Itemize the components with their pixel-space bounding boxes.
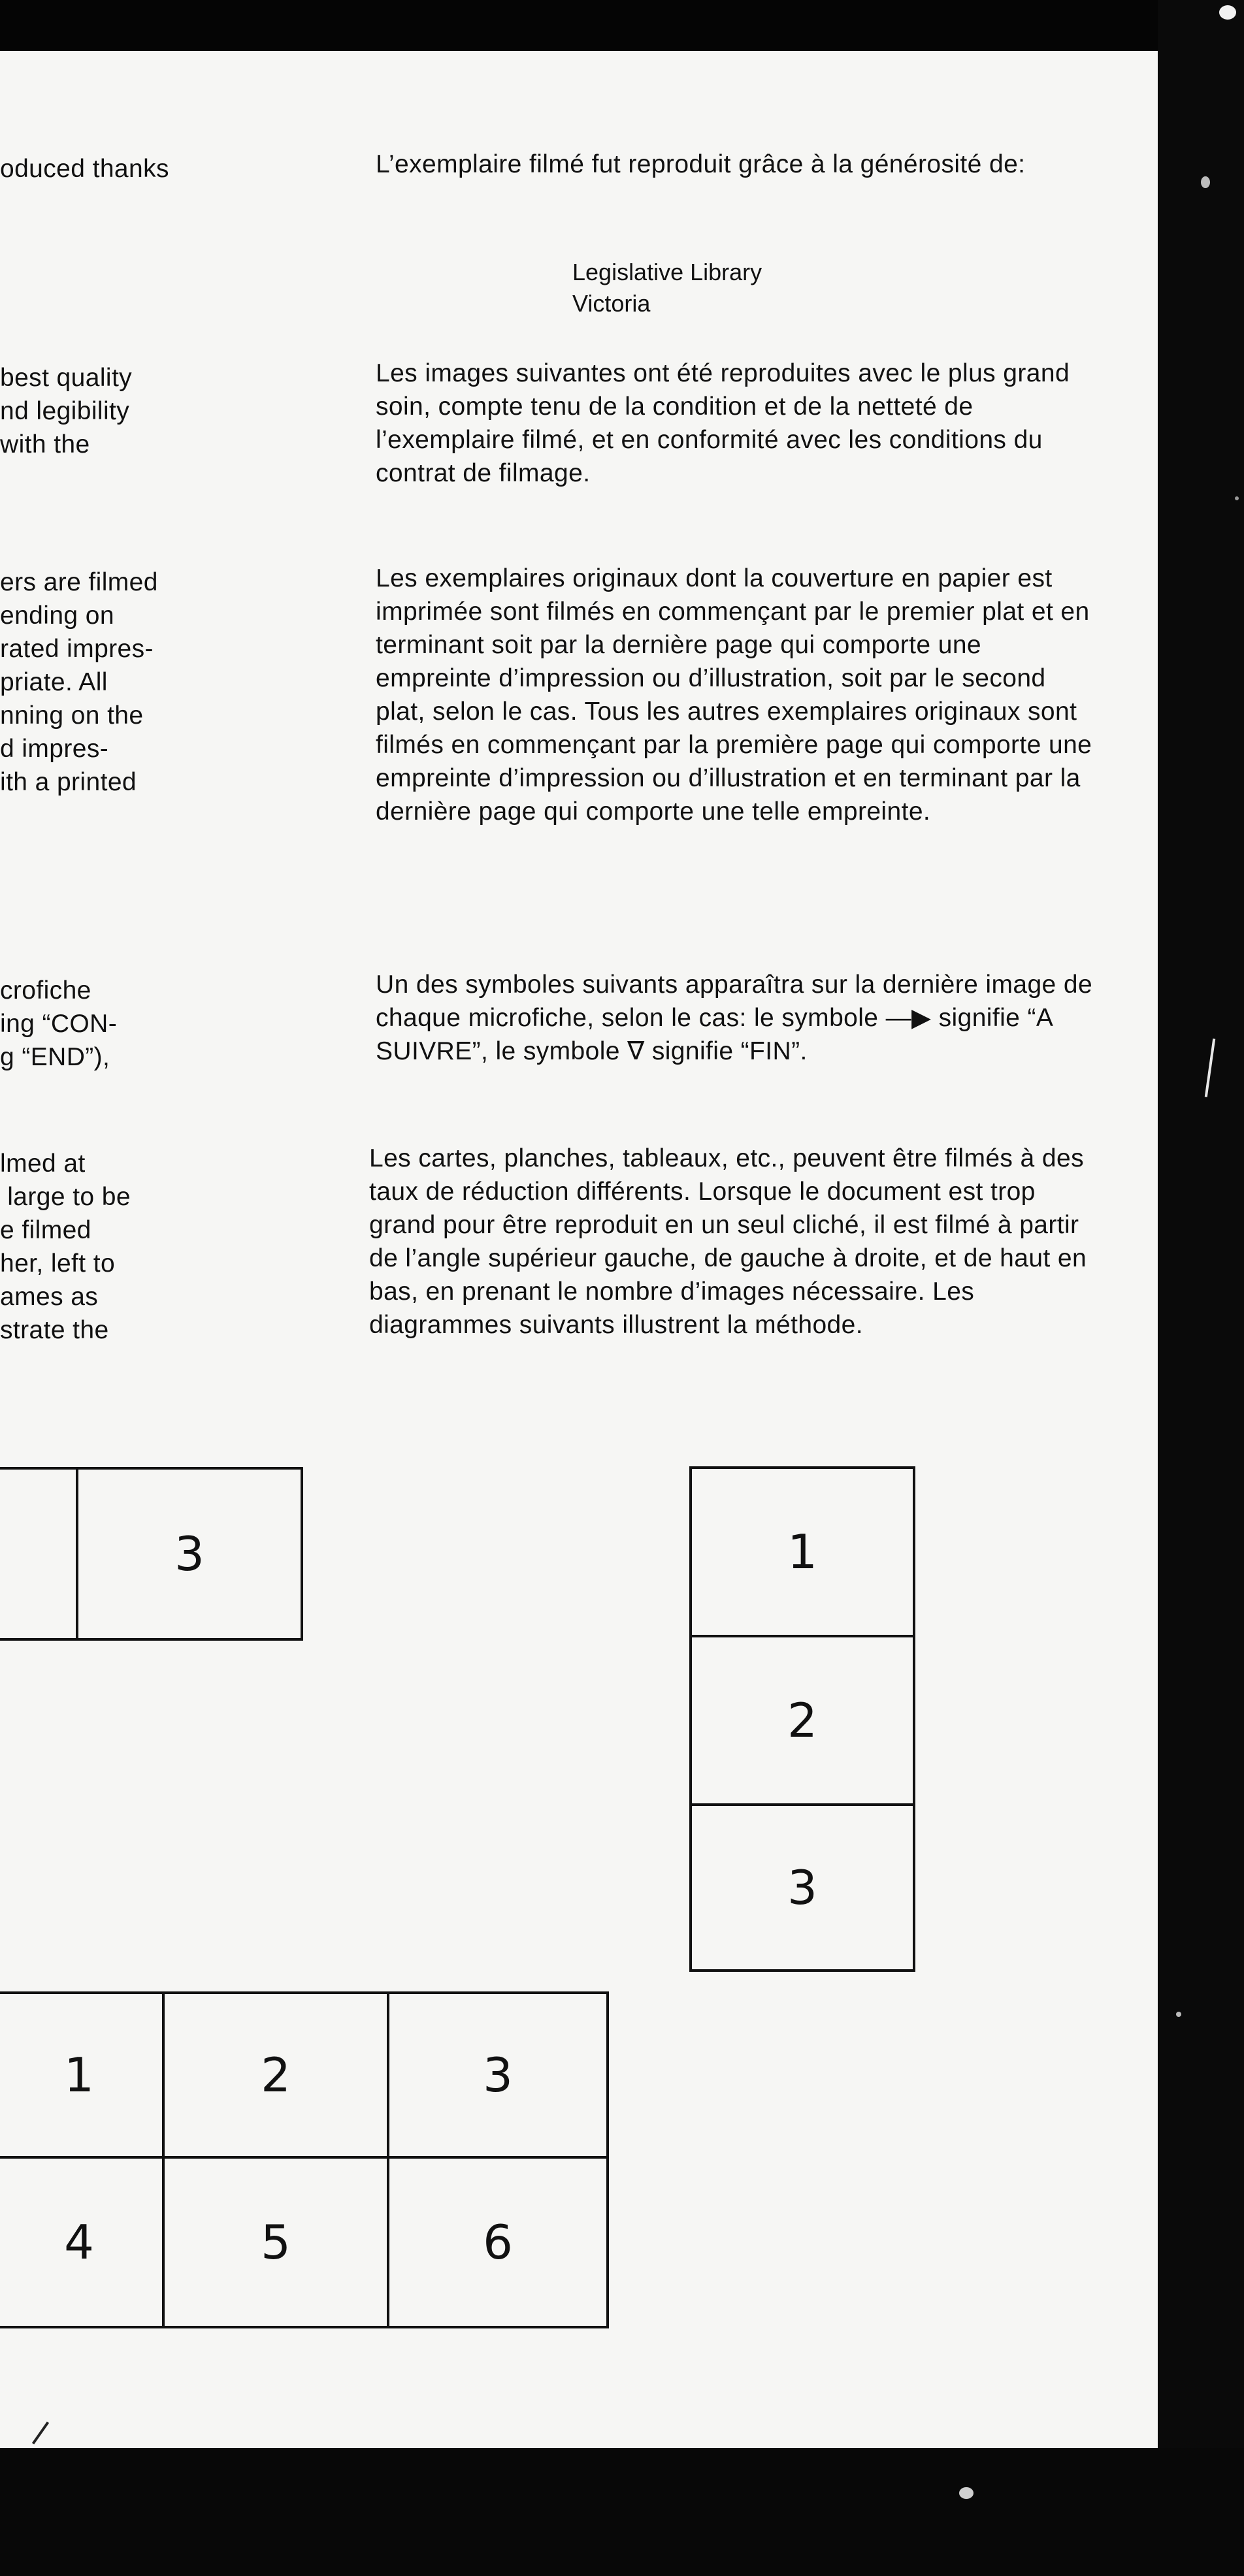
column-cell: 2 xyxy=(689,1635,915,1806)
dust-speck xyxy=(1176,2012,1181,2017)
left-line: her, left to xyxy=(0,1249,116,1278)
left-line: ing “CON- xyxy=(0,1010,118,1038)
left-line: with the xyxy=(0,430,90,459)
dust-speck xyxy=(959,2487,974,2499)
symbols-paragraph: Un des symboles suivants apparaîtra sur la dernière image de chaque microfiche, selon le cas: le symbole —▶ signifie “A SUIVRE”, le symbole ∇ signifie “FIN”. xyxy=(376,971,1093,1065)
film-edge-bottom xyxy=(0,2448,1244,2576)
maps-paragraph: Les cartes, planches, tableaux, etc., peuvent être filmés à des taux de réduction différents. Lorsque le document est trop grand pour être reproduit en un seul cliché, il est filmé à partir de l’angle supérieur gauche, de gauche à droite, et de haut en bas, en prenant le nombre d’images nécessaire. Les diagrammes suivants illustrent la méthode. xyxy=(369,1144,1087,1339)
left-line: best quality xyxy=(0,364,133,392)
dust-speck xyxy=(1201,176,1210,188)
library-name: Legislative Library xyxy=(572,259,762,285)
grid-cell: 1 xyxy=(0,1991,165,2159)
dust-speck xyxy=(1219,5,1236,20)
dust-speck xyxy=(1235,496,1239,500)
column-cell: 3 xyxy=(689,1803,915,1972)
left-line: nning on the xyxy=(0,701,144,730)
left-line: large to be xyxy=(0,1183,131,1211)
row-cell: 3 xyxy=(76,1467,303,1641)
left-line: rated impres- xyxy=(0,635,154,663)
left-line: g “END”), xyxy=(0,1043,110,1071)
grid-cell: 5 xyxy=(162,2156,389,2328)
grid-cell: 2 xyxy=(162,1991,389,2159)
film-edge-right xyxy=(1158,0,1244,2576)
quality-paragraph: Les images suivantes ont été reproduites avec le plus grand soin, compte tenu de la condition et de la netteté de l’exemplaire filmé, et en conformité avec les conditions du contrat de filmage. xyxy=(376,359,1070,487)
grid-cell: 6 xyxy=(387,2156,609,2328)
left-line: ending on xyxy=(0,602,114,630)
left-line: ith a printed xyxy=(0,768,137,796)
left-line: nd legibility xyxy=(0,397,130,425)
column-cell: 1 xyxy=(689,1466,915,1637)
left-line: e filmed xyxy=(0,1216,91,1244)
left-line: d impres- xyxy=(0,735,109,763)
intro-paragraph: L’exemplaire filmé fut reproduit grâce à la générosité de: xyxy=(376,150,1026,178)
originals-paragraph: Les exemplaires originaux dont la couverture en papier est imprimée sont filmés en commençant par le premier plat et en terminant soit par la dernière page qui comporte une empreinte d’impression ou d’illustration, soit par le second plat, selon le cas. Tous les autres exemplaires originaux sont filmés en commençant par la première page qui comporte une empreinte d’impression ou d’illustration et en terminant par la dernière page qui comporte une telle empreinte. xyxy=(376,564,1092,826)
grid-cell: 4 xyxy=(0,2156,165,2328)
left-line: crofiche xyxy=(0,976,91,1005)
grid-cell: 3 xyxy=(387,1991,609,2159)
left-line: oduced thanks xyxy=(0,155,169,183)
library-city: Victoria xyxy=(572,290,651,317)
left-line: priate. All xyxy=(0,668,108,696)
left-line: strate the xyxy=(0,1316,109,1344)
left-line: ames as xyxy=(0,1283,99,1311)
left-line: ers are filmed xyxy=(0,568,158,596)
left-line: lmed at xyxy=(0,1150,86,1178)
